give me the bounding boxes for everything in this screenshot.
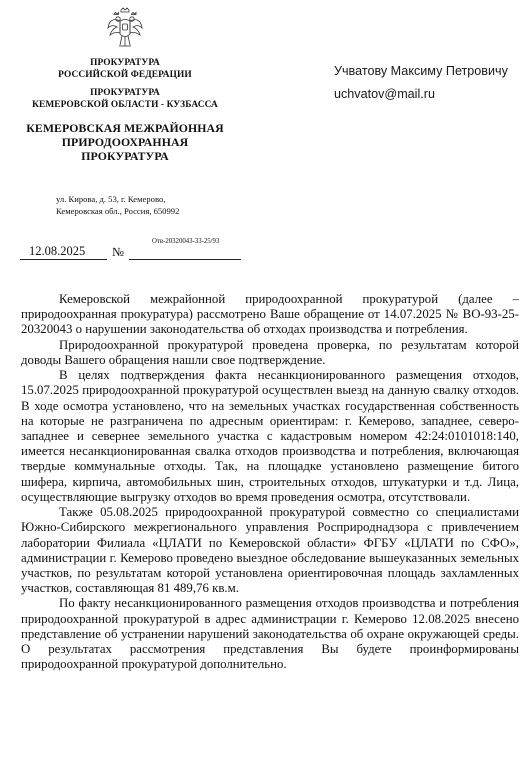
regional-org-block	[20, 88, 230, 111]
recipient-email: uchvatov@mail.ru	[334, 87, 435, 101]
registration-date: 12.08.2025	[29, 244, 86, 258]
body-paragraph: В целях подтверждения факта несанкционированного размещения отходов, 15.07.2025 природоохранной прокуратурой осуществлен выезд на данную свалку отходов. В ходе осмотра установлено, что на земельных участках государственная собственность на которые не разграничена по адресным ориентирам: г. Кемерово, западнее, северо-западнее и севернее земельного участка с кадастровым номером 42:24:0101018:140, имеется несанкционированная свалка отходов производства и потребления, включающая твердые коммунальные отходы. Так, на площадке установлено размещение битого шифера, кирпича, автомобильных шин, строительных отходов, штукатурки и т.д. Лица, осуществляющие выгрузку отходов во время проведения осмотра, отсутствовали.	[21, 368, 519, 504]
dept-line: КЕМЕРОВСКАЯ МЕЖРАЙОННАЯ	[26, 121, 224, 135]
body-paragraph: Также 05.08.2025 природоохранной прокуратурой совместно со специалистами Южно-Сибирского межрегионального управления Росприроднадзора с привлечением лаборатории Филиала «ЦЛАТИ по Кемеровской области» ФГБУ «ЦЛАТИ по СФО», администрации г. Кемерово проведено выездное обследование вышеуказанных земельных участков, по результатам которой установлена ориентировочная площадь захламленных участков, составляющая 81 489,76 кв.м.	[21, 505, 519, 596]
org-address	[56, 193, 206, 218]
body-paragraph: Природоохранной прокуратурой проведена проверка, по результатам которой доводы Вашего обращения нашли свое подтверждение.	[21, 337, 519, 367]
body-paragraph: Кемеровской межрайонной природоохранной прокуратурой (далее – природоохранная прокуратура) рассмотрено Ваше обращение от 14.07.2025 № ВО-93-25-20320043 о нарушении законодательства об отходах производства и потребления.	[21, 292, 519, 337]
number-underline	[129, 259, 241, 260]
org-line: ПРОКУРАТУРА	[90, 58, 160, 68]
coat-of-arms-emblem-icon	[106, 6, 144, 48]
date-underline	[20, 259, 107, 260]
number-sign: №	[112, 245, 124, 259]
org-line: КЕМЕРОВСКОЙ ОБЛАСТИ - КУЗБАССА	[32, 99, 218, 110]
org-line: ПРОКУРАТУРА	[90, 88, 160, 98]
letter-body	[21, 292, 519, 672]
registration-number: Отв-20320043-33-25/93	[152, 238, 220, 245]
dept-line: ПРИРОДООХРАННАЯ	[61, 135, 189, 150]
address-line: Кемеровская обл., Россия, 650992	[56, 206, 180, 217]
org-line: РОССИЙСКОЙ ФЕДЕРАЦИИ	[58, 69, 192, 80]
recipient-name: Учватову Максиму Петровичу	[334, 64, 508, 78]
address-line: ул. Кирова, д. 53, г. Кемерово,	[56, 194, 166, 204]
department-name-block	[20, 121, 230, 164]
body-paragraph: По факту несанкционированного размещения отходов производства и потребления природоохранной прокуратурой в адрес администрации г. Кемерово 12.08.2025 внесено представление об устранении нарушений законодательства об охране окружающей среды. О результатах рассмотрения представления Вы будете проинформированы природоохранной прокуратурой дополнительно.	[21, 596, 519, 672]
dept-line: ПРОКУРАТУРА	[81, 149, 169, 164]
org-name-block	[20, 58, 230, 81]
